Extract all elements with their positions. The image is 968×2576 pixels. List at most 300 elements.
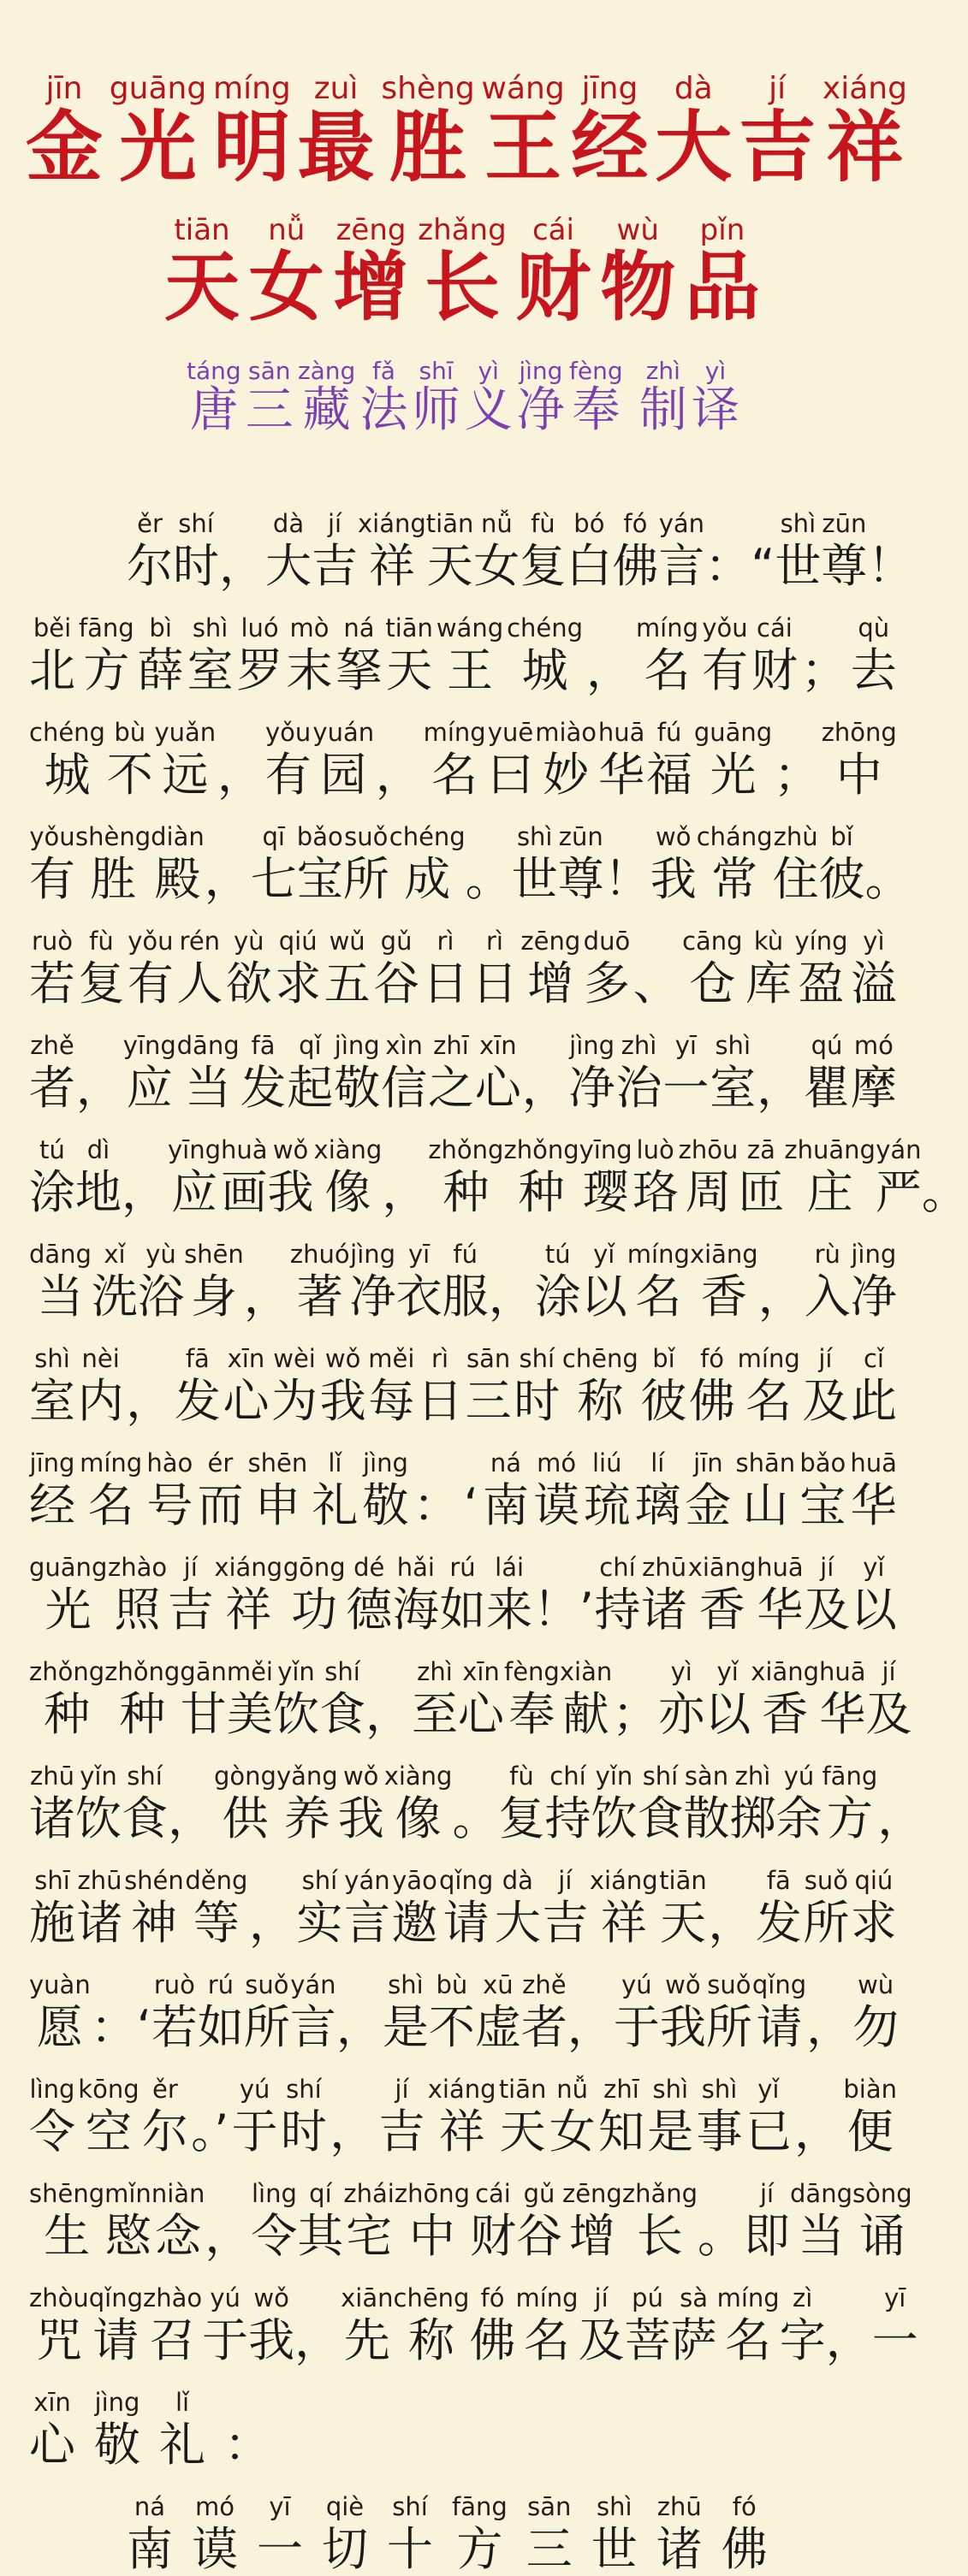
pinyin: jīng [581,71,638,106]
pinyin: xiáng [589,1866,658,1895]
pinyin: yǎng [276,1762,338,1791]
verse-line [29,1866,897,1950]
char-pair [852,2179,912,2263]
hanzi: ， [248,1896,295,1950]
pinyin: fú [453,1240,478,1269]
hanzi: 有 [701,643,748,697]
char-pair [334,1031,381,1115]
char-pair [75,1762,122,1845]
char-pair [487,718,534,802]
hanzi: ， [806,2000,853,2054]
hanzi: 室 [29,1374,75,1428]
char-pair [804,1553,851,1637]
hanzi: ， [204,852,251,906]
hanzi: 事 [696,2105,743,2159]
char-pair [250,822,297,906]
char-pair [368,1344,415,1428]
pinyin: jí [818,1344,833,1373]
hanzi: 及 [802,1374,849,1428]
pinyin: cháng [696,822,773,851]
pinyin: xīn [479,1031,517,1060]
hanzi: 庄 [806,1165,853,1219]
hanzi: ， [794,2105,841,2159]
char-pair [569,357,623,438]
char-pair [696,822,773,906]
hanzi: 吉 [312,539,358,593]
char-pair [850,1448,897,1532]
hanzi: 名 [87,1478,134,1532]
char-pair [191,2077,229,2159]
pinyin: tú [39,1135,65,1164]
hanzi: 者 [29,1061,75,1115]
pinyin: qǐng [751,1970,807,1999]
char-pair [78,613,134,697]
pinyin: wǒ [253,2283,289,2312]
hanzi: ； [800,643,847,697]
pinyin: ěr [137,509,163,538]
char-pair [294,2286,341,2367]
pinyin: zhǒng [503,1135,579,1164]
hanzi: 光 [710,748,757,802]
hanzi: 天 [659,1896,706,1950]
char-pair [751,1657,819,1741]
char-pair [29,1135,75,1219]
pinyin: yuē [487,718,534,747]
char-pair [427,2075,496,2159]
char-pair [75,1135,122,1219]
hanzi: 像 [324,1165,371,1219]
char-pair [682,927,743,1010]
hanzi: 瞿 [803,1061,850,1115]
hanzi: 尔 [127,539,173,593]
pinyin: míng [515,2283,579,2312]
hanzi: 财 [751,643,798,697]
char-pair [276,1762,338,1845]
pinyin: shì [516,822,553,851]
pinyin: tiān [425,509,474,538]
char-pair [745,927,793,1010]
char-pair [650,822,697,906]
char-pair [312,509,358,593]
hanzi: 常 [711,852,758,906]
pinyin: suǒ [707,1970,751,1999]
hanzi: 方 [456,2522,503,2576]
char-pair [578,2283,625,2367]
char-pair [240,1031,287,1115]
pinyin [95,1033,103,1058]
verse-line [29,1240,897,1324]
pinyin: fó [480,2283,505,2312]
pinyin: dà [674,71,713,106]
char-pair [803,1031,850,1115]
hanzi: 祥 [225,1583,272,1637]
hanzi: 女 [473,539,520,593]
char-pair [127,509,173,593]
char-pair [634,1448,681,1532]
char-pair [174,1344,221,1428]
hanzi: 诵 [858,2209,906,2263]
char-pair [395,1240,442,1324]
char-pair [591,2492,638,2576]
pinyin: zūn [822,509,867,538]
hanzi: ， [521,1061,568,1115]
hanzi: 持 [594,1583,641,1637]
char-pair [871,2283,918,2367]
pinyin: huā [597,718,645,747]
hanzi: 中 [835,748,882,802]
pinyin: dāng [790,2179,852,2208]
hanzi: ：“ [704,539,775,593]
hanzi: 虚 [474,2000,521,2054]
hanzi: ： [224,2418,270,2472]
hanzi: 多 [583,956,630,1010]
char-pair [516,357,565,438]
char-pair [29,1657,105,1741]
hanzi: 所 [705,2000,752,2054]
char-pair [392,1553,439,1637]
char-pair [143,2283,203,2367]
pinyin: bǐ [830,822,853,851]
pinyin: hào [146,1448,193,1477]
pinyin: shì [652,2075,689,2104]
hanzi: ， [219,539,265,593]
pinyin: hǎi [396,1553,435,1582]
char-pair [658,1657,705,1741]
char-pair [659,1970,706,2054]
char-pair [29,2179,105,2263]
hanzi: ‘ [463,1478,478,1532]
char-pair [184,1240,244,1324]
pinyin: yú [239,2075,270,2104]
char-pair [168,1135,222,1219]
hanzi: 拏 [336,643,383,697]
pinyin [541,1033,549,1058]
pinyin: rù [814,1240,840,1269]
hanzi: 发 [174,1374,221,1428]
pinyin: xìn [385,1031,423,1060]
hanzi: ！ [867,539,914,593]
char-pair [757,1553,804,1637]
char-pair [219,512,265,593]
pinyin: míng [737,1344,800,1373]
hanzi: 名 [745,1374,793,1428]
hanzi: 王 [447,643,494,697]
pinyin: rén [179,927,221,956]
char-pair [452,1764,499,1845]
pinyin: huà [221,1135,268,1164]
char-pair [806,1973,853,2054]
pinyin [813,2077,821,2102]
char-pair [223,1344,270,1428]
pinyin: cái [532,213,574,247]
char-pair [632,929,680,1010]
hanzi: 请 [92,2313,140,2367]
char-pair [341,2283,394,2367]
pinyin: zhǒng [29,1657,105,1686]
pinyin: sān [527,2492,572,2521]
char-pair [346,1553,393,1637]
char-pair [571,71,649,192]
char-pair [358,509,426,593]
char-pair [494,1866,541,1950]
pinyin: yǐ [757,2075,780,2104]
hanzi: 种 [518,1165,565,1219]
char-pair [393,2283,470,2367]
char-pair [843,2075,897,2159]
hanzi: 应 [126,1061,173,1115]
char-pair [126,1347,173,1428]
hanzi: 谟 [192,2522,238,2576]
hanzi: 胜 [90,852,137,906]
char-pair [818,822,865,906]
hanzi: 华 [757,1583,804,1637]
char-pair [716,2283,780,2367]
char-pair [373,927,420,1010]
char-pair [515,2283,579,2367]
char-pair [471,927,518,1010]
hanzi: 严 [875,1165,922,1219]
pinyin: wǒ [342,1762,379,1791]
pinyin: huā [757,1553,804,1582]
pinyin: chēng [393,2283,470,2312]
pinyin: yuán [312,718,375,747]
char-pair [647,2075,694,2159]
pinyin [484,825,492,850]
hanzi: 奉 [508,1687,555,1741]
hanzi: 经 [571,103,649,192]
pinyin: luó [241,613,279,643]
hanzi: 大 [265,539,312,593]
pinyin: měi [226,1657,273,1686]
hanzi: 而 [197,1478,244,1532]
pinyin: yǒu [702,613,748,643]
pinyin: cái [475,2179,511,2208]
hanzi: 有 [127,956,174,1010]
char-pair [729,1762,776,1845]
pinyin: shí [324,1657,360,1686]
hanzi: 香 [762,1687,809,1741]
char-pair [689,1240,758,1324]
pinyin: shì [597,2492,632,2521]
pinyin: yán [658,509,705,538]
pinyin: bó [573,509,605,538]
pinyin: lǐ [175,2388,190,2417]
char-pair [94,2388,140,2472]
pinyin: xiàng [383,1762,453,1791]
pinyin: zhě [30,1031,74,1060]
hanzi: 来 [486,1583,533,1637]
hanzi: 勿 [852,2000,900,2054]
pinyin: jīn [45,71,83,106]
hanzi: 不 [428,2000,475,2054]
pinyin [716,2182,724,2206]
char-pair [561,1344,638,1428]
hanzi: 财 [469,2209,516,2263]
char-pair [635,613,699,697]
hanzi: 五 [324,956,371,1010]
hanzi: 若 [151,2000,198,2054]
char-pair [375,720,422,802]
pinyin: měi [368,1344,415,1373]
hanzi: 信 [381,1061,428,1115]
hanzi: 香 [698,1583,745,1637]
hanzi: 璃 [634,1478,681,1532]
hanzi: ， [294,2313,341,2367]
hanzi: 天 [499,2105,546,2159]
hanzi: 起 [287,1061,334,1115]
char-pair [439,1553,486,1637]
pinyin: míng [80,1448,143,1477]
hanzi: 彼 [640,1374,687,1428]
pinyin: qǐ [299,1031,322,1060]
char-pair [535,718,597,802]
hanzi: 城 [44,748,91,802]
pinyin: mó [853,1031,894,1060]
title-line-1 [26,71,907,192]
pinyin: fā [766,1866,791,1895]
pinyin: guāng [29,1553,108,1582]
char-pair [336,1973,383,2054]
pinyin: wù [858,1970,894,1999]
pinyin: zhuāng [784,1135,876,1164]
pinyin: nèi [81,1344,120,1373]
hanzi: 室 [710,1061,757,1115]
hanzi: ， [567,2000,614,2054]
pinyin: fú [656,718,682,747]
pinyin: zhōng [394,2179,470,2208]
pinyin: zàng [297,357,356,385]
char-pair [221,1135,268,1219]
hanzi: 库 [745,956,793,1010]
pinyin: fāng [822,1762,878,1791]
hanzi: 金 [26,103,103,192]
char-pair [561,2179,622,2263]
pinyin [632,1660,639,1685]
hanzi: 尊 [821,539,868,593]
char-pair [243,1970,290,2054]
pinyin: jìng [94,2388,140,2417]
hanzi: ； [612,1687,659,1741]
char-pair [138,1240,185,1324]
pinyin: lìng [29,2075,75,2104]
char-pair [243,1242,290,1324]
hanzi: 长 [636,2209,683,2263]
hanzi: 号 [146,1478,193,1532]
pinyin [586,1973,594,1998]
hanzi: 如 [439,1583,486,1637]
hanzi: 浴 [138,1270,185,1324]
hanzi: 知 [597,2105,644,2159]
title-line-2 [164,213,760,331]
char-pair [75,822,151,906]
char-pair [757,1033,804,1115]
pinyin: yīng [579,1135,632,1164]
char-pair [744,2179,791,2263]
pinyin: jí [882,1657,896,1686]
char-pair [248,213,324,331]
char-pair [850,613,897,697]
pinyin: ná [490,1448,522,1477]
char-pair [205,2182,252,2263]
pinyin: suǒ [804,1866,848,1895]
hanzi: 天 [386,643,433,697]
char-pair [696,2075,743,2159]
pinyin: dì [86,1135,110,1164]
verse-line [29,613,897,697]
char-pair [803,1866,850,1950]
char-pair [704,512,775,593]
char-pair [822,1762,878,1845]
pinyin: gòng [214,1762,276,1791]
pinyin: rú [449,1553,476,1582]
char-pair [122,1762,168,1845]
hanzi: 王 [484,103,562,192]
char-pair [297,2179,344,2263]
verse-line [29,1344,897,1428]
hanzi: 佛 [612,539,659,593]
pinyin: jí [769,71,787,106]
char-pair [589,1866,658,1950]
hanzi: 美 [226,1687,273,1741]
pinyin [187,1764,194,1789]
pinyin [117,1973,125,1998]
hanzi: 不 [106,748,153,802]
hanzi: 著 [296,1270,343,1324]
pinyin: zuì [313,71,359,106]
hanzi: 邀 [391,1896,438,1950]
pinyin: xiáng [427,2075,496,2104]
pinyin: fèng [504,1657,560,1686]
pinyin: xiáng [822,71,907,106]
hanzi: 我 [337,1791,384,1845]
hanzi: 净 [516,382,565,438]
pinyin: zhū [656,2492,702,2521]
char-pair [852,1970,900,2054]
char-pair [584,1448,631,1532]
hanzi: 诸 [29,1791,75,1845]
pinyin: zhōng [821,718,897,747]
pinyin: chéng [507,613,584,643]
pinyin: sān [466,1344,511,1373]
hanzi: 净 [349,1270,396,1324]
char-pair [333,213,409,331]
pinyin [652,929,660,954]
char-pair [790,2179,852,2263]
char-pair [394,2179,470,2263]
hanzi: 是 [382,2000,429,2054]
hanzi: 德 [346,1583,393,1637]
pinyin [349,2077,357,2102]
char-pair [745,2075,792,2159]
pinyin: yī [674,1031,697,1060]
hanzi: 末 [286,643,333,697]
char-pair [825,2286,872,2367]
char-pair [324,927,371,1010]
hanzi: 咒 [35,2313,82,2367]
hanzi: 空 [85,2105,132,2159]
pinyin: shì [701,2075,738,2104]
hanzi: ！’ [532,1583,594,1637]
pinyin: yán [290,1970,336,1999]
char-pair [738,1135,785,1219]
hanzi: 方 [83,643,130,697]
pinyin [826,1973,834,1998]
hanzi: 如 [197,2000,244,2054]
hanzi: 言 [658,539,705,593]
verse-line [29,2075,897,2159]
pinyin: yǐ [716,1657,739,1686]
pinyin: shēng [29,2179,105,2208]
